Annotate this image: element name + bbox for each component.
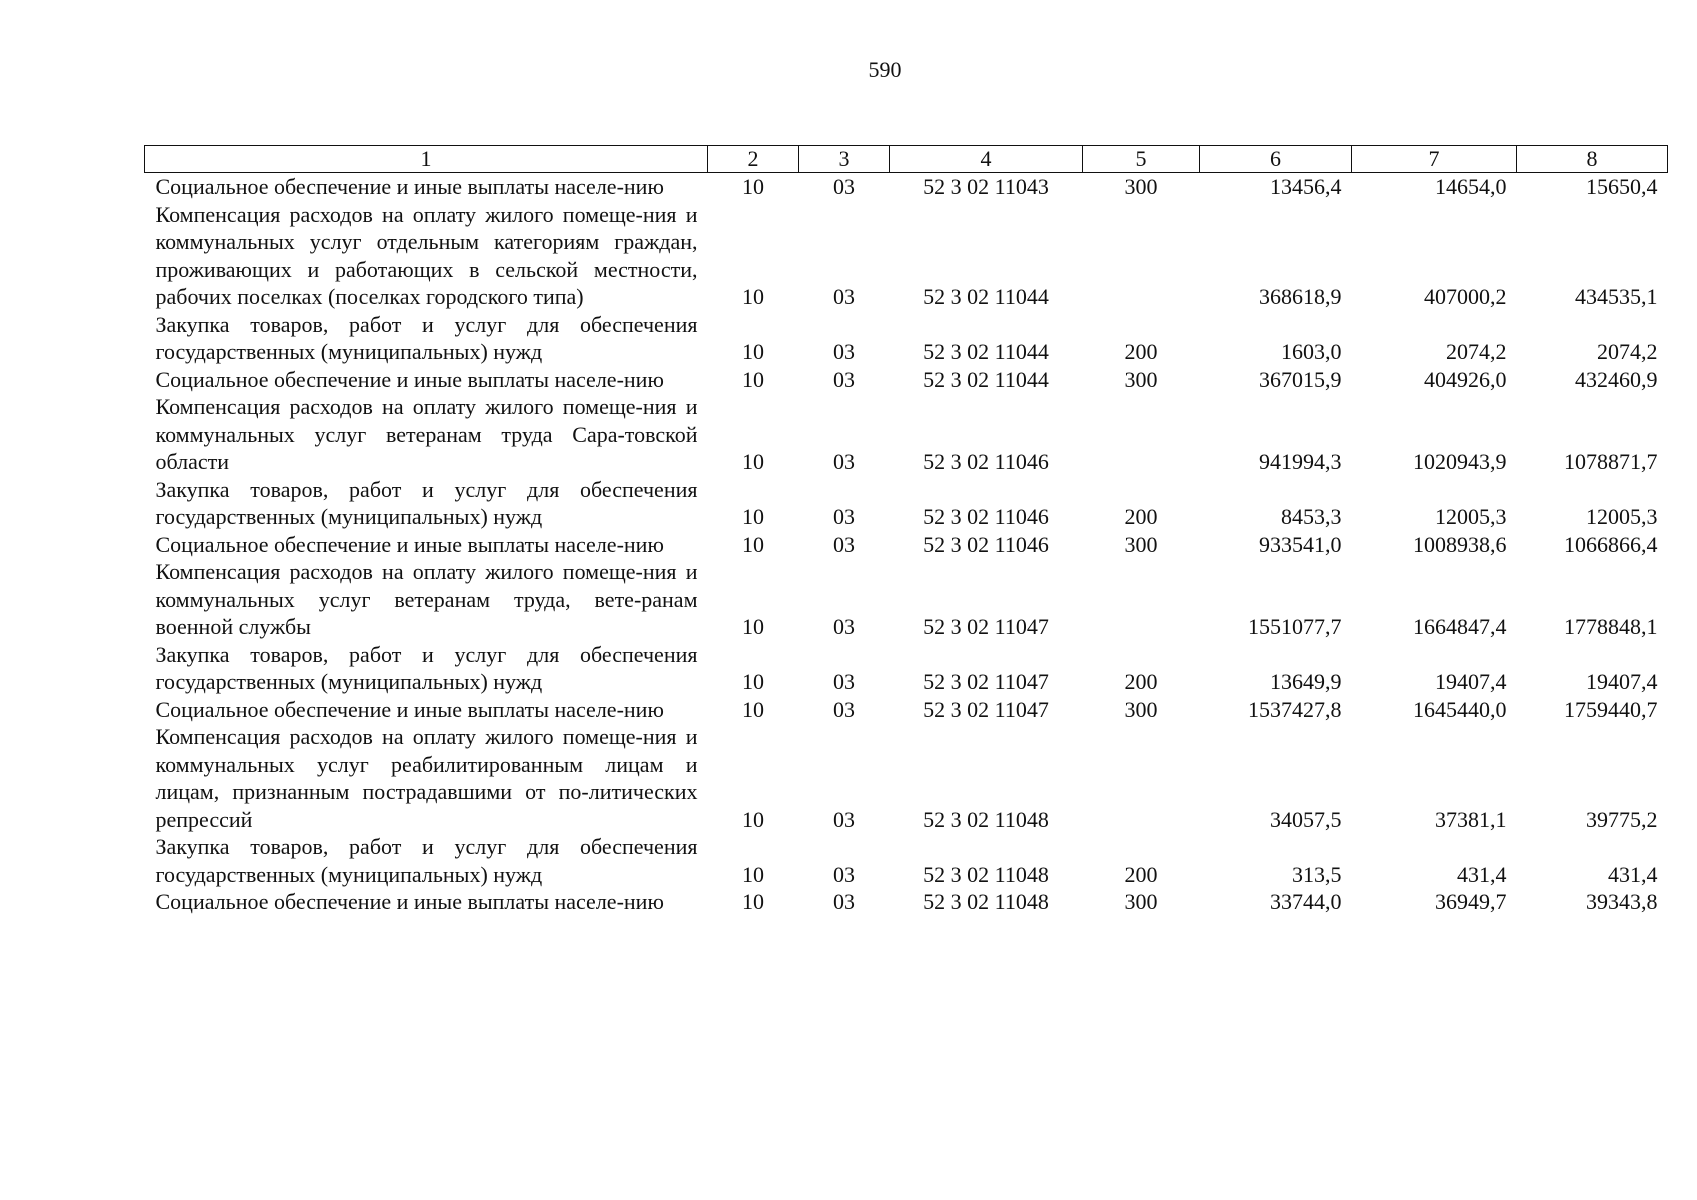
table-row xyxy=(145,311,1668,366)
header-row xyxy=(145,146,1668,173)
budget-table xyxy=(144,145,1668,916)
table-row xyxy=(145,641,1668,696)
page-number: 590 xyxy=(868,57,902,82)
target-article-code: 52 3 02 11048 xyxy=(923,861,1049,887)
amount-col-8: 1078871,7 xyxy=(1564,449,1658,474)
table-row xyxy=(145,366,1668,394)
column-header: 4 xyxy=(890,146,1083,173)
column-header: 3 xyxy=(799,146,890,173)
target-article-code: 52 3 02 11048 xyxy=(923,806,1049,832)
amount-col-7: 1645440,0 xyxy=(1413,696,1507,722)
amount-col-8: 432460,9 xyxy=(1575,366,1658,392)
expense-description: Компенсация расходов на оплату жилого помеще-ния и коммунальных услуг реабилитированным лицам и лицам, признанным пострадавшими от по-литических репрессий xyxy=(155,724,698,832)
section-code: 10 xyxy=(742,669,764,694)
target-article-code: 52 3 02 11046 xyxy=(923,449,1049,474)
amount-col-8: 431,4 xyxy=(1608,861,1658,887)
section-code: 10 xyxy=(742,861,764,887)
table-row xyxy=(145,173,1668,201)
amount-col-7: 404926,0 xyxy=(1424,366,1507,392)
amount-col-7: 19407,4 xyxy=(1435,669,1507,694)
amount-col-7: 12005,3 xyxy=(1435,504,1507,529)
amount-col-8: 1778848,1 xyxy=(1564,614,1658,639)
subsection-code: 03 xyxy=(833,449,855,474)
table-row xyxy=(145,723,1668,833)
subsection-code: 03 xyxy=(833,696,855,722)
target-article-code: 52 3 02 11048 xyxy=(923,889,1049,914)
amount-col-7: 1664847,4 xyxy=(1413,614,1507,639)
amount-col-7: 431,4 xyxy=(1457,861,1507,887)
subsection-code: 03 xyxy=(833,174,855,199)
section-code: 10 xyxy=(742,614,764,639)
target-article-code: 52 3 02 11043 xyxy=(923,174,1049,199)
subsection-code: 03 xyxy=(833,861,855,887)
expense-type-code xyxy=(1083,393,1200,476)
amount-col-8: 19407,4 xyxy=(1586,669,1658,694)
expense-type-code: 300 xyxy=(1124,889,1158,914)
expense-type-code: 200 xyxy=(1124,861,1158,887)
amount-col-6: 933541,0 xyxy=(1259,531,1342,557)
amount-col-6: 13649,9 xyxy=(1270,669,1342,694)
target-article-code: 52 3 02 11047 xyxy=(923,696,1049,722)
subsection-code: 03 xyxy=(833,531,855,557)
expense-description: Компенсация расходов на оплату жилого помеще-ния и коммунальных услуг ветеранам труда Сара-товской области xyxy=(155,394,698,474)
column-header: 6 xyxy=(1200,146,1352,173)
section-code: 10 xyxy=(742,174,764,199)
subsection-code: 03 xyxy=(833,806,855,832)
expense-description: Социальное обеспечение и иные выплаты населе-нию xyxy=(155,889,664,914)
amount-col-6: 313,5 xyxy=(1292,861,1342,887)
amount-col-7: 1020943,9 xyxy=(1413,449,1507,474)
expense-description: Социальное обеспечение и иные выплаты населе-нию xyxy=(155,531,664,557)
expense-description: Закупка товаров, работ и услуг для обеспечения государственных (муниципальных) нужд xyxy=(155,834,698,887)
amount-col-8: 2074,2 xyxy=(1597,339,1658,364)
subsection-code: 03 xyxy=(833,504,855,529)
expense-description: Социальное обеспечение и иные выплаты населе-нию xyxy=(155,366,664,392)
section-code: 10 xyxy=(742,339,764,364)
table-row xyxy=(145,888,1668,916)
amount-col-7: 36949,7 xyxy=(1435,889,1507,914)
amount-col-8: 39775,2 xyxy=(1586,806,1658,832)
amount-col-6: 1551077,7 xyxy=(1248,614,1342,639)
amount-col-8: 434535,1 xyxy=(1575,284,1658,309)
amount-col-6: 34057,5 xyxy=(1270,806,1342,832)
expense-type-code: 200 xyxy=(1124,504,1158,529)
section-code: 10 xyxy=(742,284,764,309)
expense-type-code: 300 xyxy=(1124,366,1158,392)
expense-type-code: 300 xyxy=(1124,174,1158,199)
subsection-code: 03 xyxy=(833,366,855,392)
target-article-code: 52 3 02 11046 xyxy=(923,531,1049,557)
expense-description: Компенсация расходов на оплату жилого помеще-ния и коммунальных услуг ветеранам труда, вете-ранам военной службы xyxy=(155,559,698,639)
amount-col-8: 1759440,7 xyxy=(1564,696,1658,722)
target-article-code: 52 3 02 11044 xyxy=(923,366,1049,392)
amount-col-6: 1537427,8 xyxy=(1248,696,1342,722)
section-code: 10 xyxy=(742,889,764,914)
subsection-code: 03 xyxy=(833,284,855,309)
subsection-code: 03 xyxy=(833,889,855,914)
table-row xyxy=(145,558,1668,641)
amount-col-6: 368618,9 xyxy=(1259,284,1342,309)
section-code: 10 xyxy=(742,531,764,557)
expense-description: Компенсация расходов на оплату жилого помеще-ния и коммунальных услуг отдельным категориям граждан, проживающих и работающих в сельской местности, рабочих поселках (поселках городского типа) xyxy=(155,201,698,309)
amount-col-6: 1603,0 xyxy=(1281,339,1342,364)
section-code: 10 xyxy=(742,696,764,722)
amount-col-8: 1066866,4 xyxy=(1564,531,1658,557)
target-article-code: 52 3 02 11047 xyxy=(923,669,1049,694)
expense-type-code xyxy=(1083,723,1200,833)
expense-description: Закупка товаров, работ и услуг для обеспечения государственных (муниципальных) нужд xyxy=(155,641,698,694)
table-row xyxy=(145,696,1668,724)
section-code: 10 xyxy=(742,366,764,392)
section-code: 10 xyxy=(742,449,764,474)
amount-col-8: 15650,4 xyxy=(1586,174,1658,199)
expense-type-code: 200 xyxy=(1124,339,1158,364)
column-header: 1 xyxy=(145,146,708,173)
expense-type-code: 200 xyxy=(1124,669,1158,694)
table-row xyxy=(145,393,1668,476)
expense-type-code: 300 xyxy=(1124,696,1158,722)
amount-col-6: 33744,0 xyxy=(1270,889,1342,914)
section-code: 10 xyxy=(742,504,764,529)
subsection-code: 03 xyxy=(833,614,855,639)
subsection-code: 03 xyxy=(833,669,855,694)
expense-description: Закупка товаров, работ и услуг для обеспечения государственных (муниципальных) нужд xyxy=(155,311,698,364)
target-article-code: 52 3 02 11046 xyxy=(923,504,1049,529)
expense-description: Закупка товаров, работ и услуг для обеспечения государственных (муниципальных) нужд xyxy=(155,476,698,529)
column-header: 7 xyxy=(1352,146,1517,173)
amount-col-7: 37381,1 xyxy=(1435,806,1507,832)
table-row xyxy=(145,833,1668,888)
target-article-code: 52 3 02 11044 xyxy=(923,339,1049,364)
expense-type-code xyxy=(1083,558,1200,641)
amount-col-6: 13456,4 xyxy=(1270,174,1342,199)
amount-col-7: 1008938,6 xyxy=(1413,531,1507,557)
subsection-code: 03 xyxy=(833,339,855,364)
amount-col-6: 8453,3 xyxy=(1281,504,1342,529)
table-row xyxy=(145,201,1668,311)
column-header: 5 xyxy=(1083,146,1200,173)
expense-description: Социальное обеспечение и иные выплаты населе-нию xyxy=(155,696,664,722)
section-code: 10 xyxy=(742,806,764,832)
table-body xyxy=(145,173,1668,916)
expense-type-code xyxy=(1083,201,1200,311)
target-article-code: 52 3 02 11044 xyxy=(923,284,1049,309)
table-row xyxy=(145,476,1668,531)
target-article-code: 52 3 02 11047 xyxy=(923,614,1049,639)
amount-col-6: 367015,9 xyxy=(1259,366,1342,392)
column-header: 2 xyxy=(708,146,799,173)
amount-col-7: 407000,2 xyxy=(1424,284,1507,309)
amount-col-8: 12005,3 xyxy=(1586,504,1658,529)
expense-description: Социальное обеспечение и иные выплаты населе-нию xyxy=(155,174,664,199)
column-header: 8 xyxy=(1517,146,1668,173)
amount-col-6: 941994,3 xyxy=(1259,449,1342,474)
expense-type-code: 300 xyxy=(1124,531,1158,557)
amount-col-7: 14654,0 xyxy=(1435,174,1507,199)
table-row xyxy=(145,531,1668,559)
amount-col-7: 2074,2 xyxy=(1446,339,1507,364)
amount-col-8: 39343,8 xyxy=(1586,889,1658,914)
